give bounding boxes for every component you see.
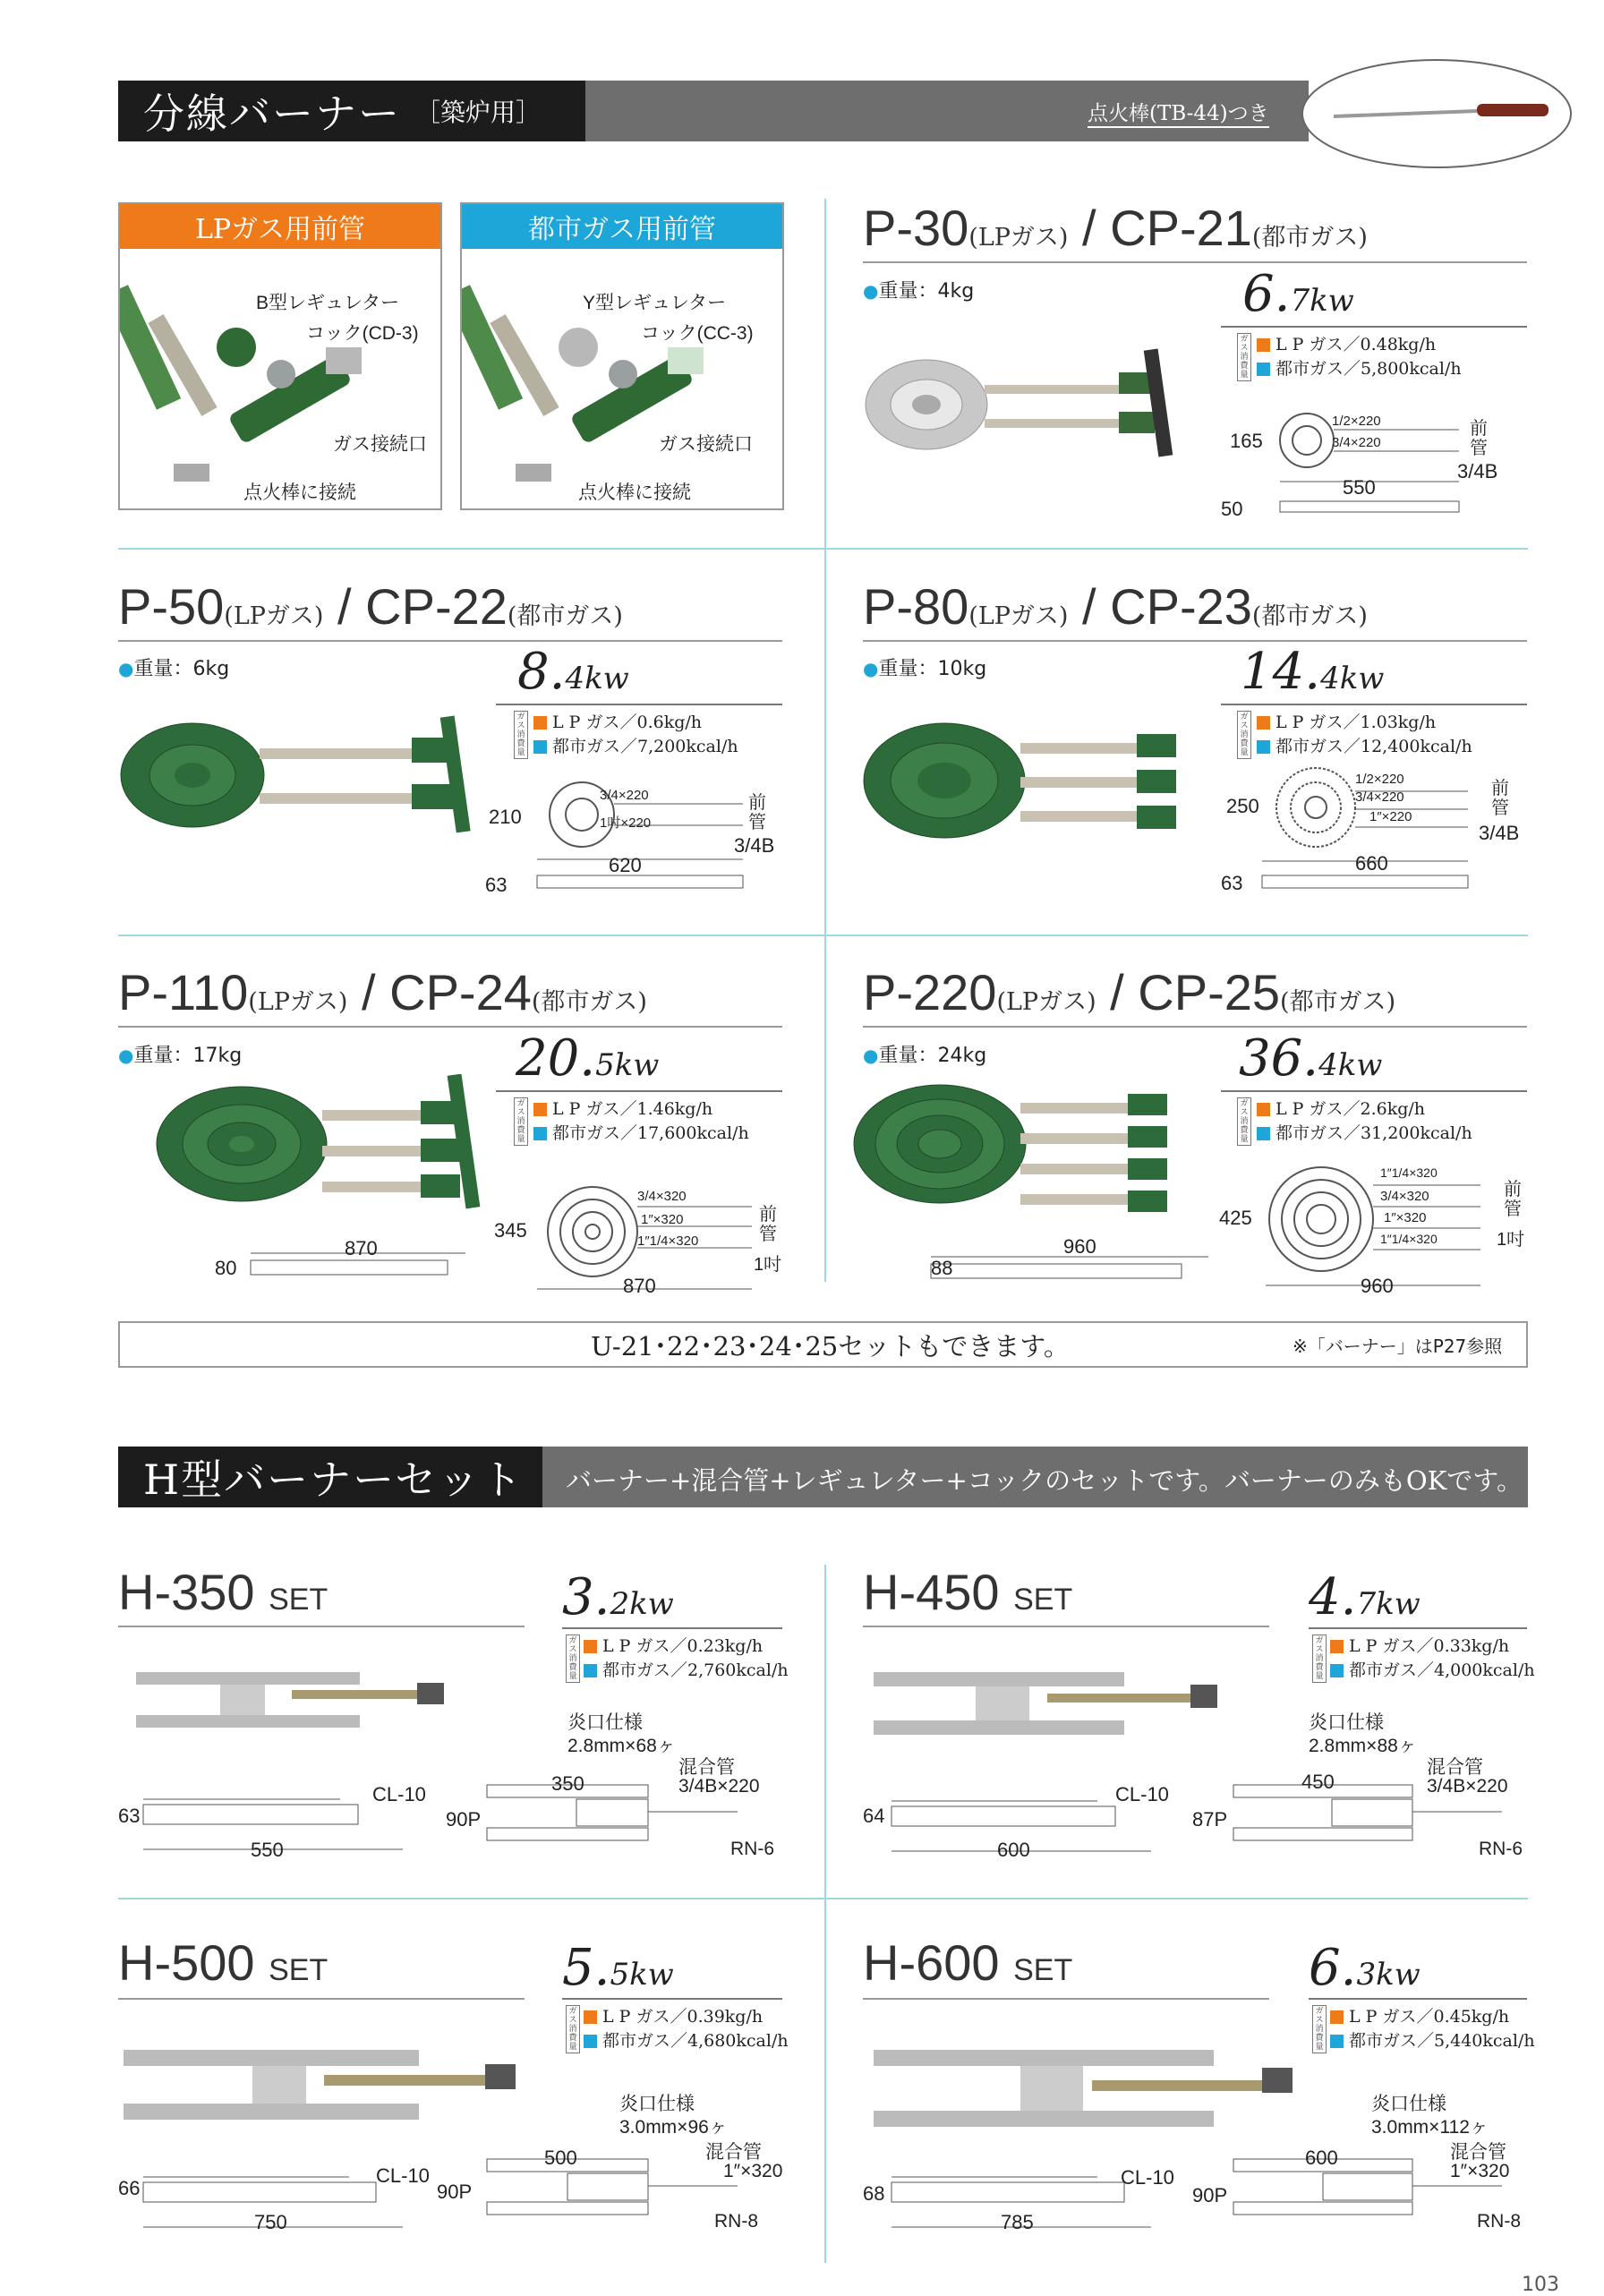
dim-height: 63 xyxy=(118,1805,141,1827)
city-tag: (都市ガス) xyxy=(1251,602,1368,630)
lp-tag: (LPガス) xyxy=(224,602,324,630)
gas-spec xyxy=(1330,1635,1535,1683)
dim-total: 750 xyxy=(254,2211,287,2233)
weight-label xyxy=(863,1040,986,1068)
cock-label: CL-10 xyxy=(1121,2166,1174,2189)
reference-note: ※「バーナー」はP27参照 xyxy=(1293,1336,1503,1357)
mix-spec: 1″×320 xyxy=(723,2161,783,2181)
h-burner-photo xyxy=(118,2041,548,2130)
lp-square-icon xyxy=(533,1103,547,1116)
gas-consumption-tag: ガス消費量 xyxy=(1237,333,1251,381)
weight-text: 重量 xyxy=(133,658,174,680)
kw-unit: 5kw xyxy=(610,1957,674,1993)
flame-spec: 2.8mm×68ヶ xyxy=(567,1736,676,1756)
divider-vertical-top xyxy=(824,199,826,1282)
city-square-icon xyxy=(1330,1664,1344,1677)
title-rule xyxy=(863,1998,1269,2000)
dim-pipe2: 3/4×320 xyxy=(1380,1189,1429,1204)
burner-title xyxy=(863,577,1368,636)
lp-square-icon xyxy=(584,2010,597,2024)
city-connect-label: 点火棒に接続 xyxy=(578,482,691,503)
mix-title: 混合管 xyxy=(1427,1757,1483,1778)
city-tag: (都市ガス) xyxy=(531,988,647,1016)
weight-text: 重量 xyxy=(878,1045,918,1067)
city-gas-inlet-label: ガス接続口 xyxy=(659,434,753,455)
dim-width: 550 xyxy=(1343,476,1376,499)
weight-text: 重量 xyxy=(878,658,918,680)
burner-title xyxy=(863,199,1368,257)
dim-length: 500 xyxy=(544,2147,577,2169)
city-cock-label: コック(CC-3) xyxy=(641,323,754,344)
weight-value: ：4kg xyxy=(917,280,975,303)
output-kw xyxy=(1239,1029,1382,1088)
lp-spec: L P ガス／0.33kg/h xyxy=(1349,1636,1510,1656)
flame-title: 炎口仕様 xyxy=(1309,1712,1384,1733)
kw-unit: 4kw xyxy=(1320,661,1385,696)
city-tag: (都市ガス) xyxy=(1280,988,1396,1016)
h-model: H-600 xyxy=(863,1934,1000,1991)
city-spec: 都市ガス／2,760kcal/h xyxy=(602,1660,789,1680)
gas-spec xyxy=(533,711,738,759)
section-description: バーナー+混合管+レギュレター+コックのセットです。バーナーのみもOKです。 xyxy=(566,1465,1523,1496)
lp-square-icon xyxy=(1257,1103,1270,1116)
gas-spec xyxy=(1257,1097,1472,1146)
divider-vertical-bottom xyxy=(824,1565,826,2263)
output-kw xyxy=(516,1029,659,1088)
dim-width: 620 xyxy=(609,854,642,876)
city-spec: 都市ガス／12,400kcal/h xyxy=(1276,737,1472,756)
output-kw xyxy=(1242,265,1354,323)
gas-spec xyxy=(584,1635,789,1683)
output-kw xyxy=(1309,1568,1421,1626)
kw-rule xyxy=(496,704,782,705)
burner-title xyxy=(118,577,623,636)
lp-square-icon xyxy=(533,716,547,730)
section-header-dark xyxy=(118,1447,542,1507)
title-rule xyxy=(863,1626,1269,1627)
rn-label: RN-8 xyxy=(1477,2211,1522,2232)
lp-gas-inlet-label: ガス接続口 xyxy=(333,434,427,455)
gas-consumption-tag: ガス消費量 xyxy=(514,1097,528,1146)
dim-pipe1: 3/4×220 xyxy=(600,788,649,803)
section-header-dark xyxy=(118,81,585,141)
rn-label: RN-8 xyxy=(714,2211,759,2232)
dim-side-width: 870 xyxy=(345,1237,378,1259)
h-model: H-450 xyxy=(863,1564,1000,1620)
section-subtitle: ［築炉用］ xyxy=(415,98,542,127)
dim-fitting: 3/4B xyxy=(734,834,775,857)
lp-regulator-label: B型レギュレター xyxy=(256,293,400,313)
burner-photo xyxy=(850,1074,1217,1235)
kw-rule xyxy=(562,1998,782,2000)
lp-spec: L P ガス／0.39kg/h xyxy=(602,2007,764,2027)
weight-label xyxy=(118,653,229,681)
section-title: H型バーナーセット xyxy=(143,1455,525,1504)
p-label: 90P xyxy=(437,2181,473,2203)
weight-label xyxy=(118,1040,242,1068)
lp-spec: L P ガス／2.6kg/h xyxy=(1276,1099,1426,1119)
gas-consumption-tag: ガス消費量 xyxy=(514,711,528,759)
h-set-label: SET xyxy=(269,1583,328,1617)
gas-spec xyxy=(1330,2005,1535,2053)
city-regulator-label: Y型レギュレター xyxy=(583,293,727,313)
kw-number: 6. xyxy=(1309,1939,1357,1997)
dim-front: 前管 xyxy=(1491,779,1509,818)
dim-height: 425 xyxy=(1219,1207,1252,1229)
city-front-pipe-title: 都市ガス用前管 xyxy=(462,204,782,249)
kw-unit: 5kw xyxy=(595,1047,660,1083)
lp-cock-label: コック(CD-3) xyxy=(306,323,419,344)
city-spec: 都市ガス／4,680kcal/h xyxy=(602,2031,789,2051)
gas-spec xyxy=(1257,711,1472,759)
dim-length: 450 xyxy=(1301,1771,1335,1793)
lp-tag: (LPガス) xyxy=(248,988,348,1016)
city-front-pipe-box xyxy=(460,202,784,510)
kw-rule xyxy=(1221,326,1527,328)
city-square-icon xyxy=(533,740,547,754)
burner-photo xyxy=(116,707,492,859)
flame-title: 炎口仕様 xyxy=(567,1712,643,1733)
city-spec: 都市ガス／5,800kcal/h xyxy=(1276,359,1462,379)
kw-number: 3. xyxy=(562,1568,610,1626)
lp-square-icon xyxy=(1330,2010,1344,2024)
dim-length: 350 xyxy=(551,1772,584,1795)
weight-value: ：10kg xyxy=(917,658,987,680)
u-set-note: U-21･22･23･24･25セットもできます。 xyxy=(591,1331,1070,1361)
h-burner-photo xyxy=(868,1665,1262,1745)
dim-height: 64 xyxy=(863,1805,885,1827)
weight-value: ：6kg xyxy=(173,658,230,680)
dim-base: 63 xyxy=(485,874,508,896)
ignition-rod-illustration xyxy=(1298,55,1575,172)
kw-rule xyxy=(1309,1998,1527,2000)
divider-horizontal-2 xyxy=(118,935,1528,936)
output-kw xyxy=(562,1568,674,1626)
gas-consumption-tag: ガス消費量 xyxy=(1312,2005,1327,2053)
flame-spec: 3.0mm×112ヶ xyxy=(1371,2117,1489,2138)
city-tag: (都市ガス) xyxy=(1251,224,1368,252)
city-model: CP-25 xyxy=(1138,964,1281,1020)
gas-spec xyxy=(584,2005,789,2053)
output-kw xyxy=(1241,643,1384,701)
burner-photo xyxy=(859,340,1199,483)
dim-front: 前管 xyxy=(1470,419,1488,458)
output-kw xyxy=(1309,1939,1421,1997)
ignition-note: 点火棒(TB-44)つき xyxy=(1088,97,1269,128)
dim-front: 前管 xyxy=(1504,1180,1522,1219)
kw-number: 20. xyxy=(516,1029,596,1088)
model-separator: / xyxy=(1082,578,1096,635)
dim-total: 550 xyxy=(251,1839,284,1861)
city-spec: 都市ガス／7,200kcal/h xyxy=(552,737,738,756)
title-rule xyxy=(118,1626,525,1627)
h-set-title xyxy=(118,1563,328,1621)
h-set-title xyxy=(863,1563,1072,1621)
gas-consumption-tag: ガス消費量 xyxy=(1237,1097,1251,1146)
dim-pipe3: 1″1/4×320 xyxy=(637,1233,699,1249)
h-set-label: SET xyxy=(1013,1583,1073,1617)
lp-model: P-30 xyxy=(863,200,969,256)
dim-height: 165 xyxy=(1230,430,1263,452)
weight-value: ：17kg xyxy=(173,1045,243,1067)
p-label: 90P xyxy=(446,1808,482,1831)
city-square-icon xyxy=(1330,2035,1344,2048)
page-number: 103 xyxy=(1522,2274,1559,2296)
burner-title xyxy=(863,963,1395,1021)
cock-label: CL-10 xyxy=(372,1783,426,1805)
cock-label: CL-10 xyxy=(376,2164,430,2187)
lp-square-icon xyxy=(584,1640,597,1653)
lp-square-icon xyxy=(1330,1640,1344,1653)
lp-tag: (LPガス) xyxy=(996,988,1096,1016)
dim-width: 960 xyxy=(1361,1275,1394,1297)
lp-model: P-80 xyxy=(863,578,969,635)
city-square-icon xyxy=(1257,740,1270,754)
lp-spec: L P ガス／0.45kg/h xyxy=(1349,2007,1510,2027)
burner-photo xyxy=(859,707,1217,868)
dim-fitting: 1吋 xyxy=(754,1255,782,1275)
city-square-icon xyxy=(584,2035,597,2048)
kw-unit: 4kw xyxy=(1318,1047,1383,1083)
lp-spec: L P ガス／0.48kg/h xyxy=(1276,335,1437,354)
kw-number: 14. xyxy=(1241,643,1321,701)
city-square-icon xyxy=(1257,1127,1270,1140)
city-spec: 都市ガス／4,000kcal/h xyxy=(1349,1660,1535,1680)
lp-model: P-50 xyxy=(118,578,225,635)
bullet-icon: ● xyxy=(118,1045,134,1066)
dim-length: 600 xyxy=(1305,2147,1338,2169)
mix-spec: 3/4B×220 xyxy=(678,1776,760,1797)
dim-pipe2: 1吋×220 xyxy=(600,815,652,831)
weight-text: 重量 xyxy=(878,280,918,303)
bullet-icon: ● xyxy=(863,658,879,679)
dim-pipe2: 3/4×220 xyxy=(1332,435,1381,450)
dim-pipe1: 1/2×220 xyxy=(1332,414,1381,429)
lp-spec: L P ガス／0.23kg/h xyxy=(602,1636,764,1656)
dim-pipe1: 1/2×220 xyxy=(1355,772,1404,787)
lp-spec: L P ガス／0.6kg/h xyxy=(552,713,703,732)
title-rule xyxy=(863,1026,1527,1028)
h-set-title xyxy=(118,1933,328,1992)
dim-pipe2: 1″×320 xyxy=(641,1212,684,1227)
kw-rule xyxy=(1221,1090,1527,1092)
city-model: CP-24 xyxy=(389,964,532,1020)
kw-number: 36. xyxy=(1239,1029,1319,1088)
dim-pipe3: 1″×320 xyxy=(1384,1210,1427,1225)
kw-number: 4. xyxy=(1309,1568,1357,1626)
lp-tag: (LPガス) xyxy=(968,224,1069,252)
kw-unit: 7kw xyxy=(1290,283,1354,319)
dim-height: 210 xyxy=(489,806,522,828)
lp-square-icon xyxy=(1257,716,1270,730)
kw-rule xyxy=(1221,704,1527,705)
flame-title: 炎口仕様 xyxy=(1371,2094,1446,2114)
h-set-title xyxy=(863,1933,1072,1992)
lp-square-icon xyxy=(1257,338,1270,352)
city-square-icon xyxy=(533,1127,547,1140)
lp-tag: (LPガス) xyxy=(968,602,1069,630)
city-spec: 都市ガス／17,600kcal/h xyxy=(552,1123,749,1143)
mix-title: 混合管 xyxy=(678,1757,735,1778)
lp-spec: L P ガス／1.03kg/h xyxy=(1276,713,1437,732)
p-label: 87P xyxy=(1192,1808,1228,1831)
mix-spec: 1″×320 xyxy=(1450,2161,1510,2181)
output-kw xyxy=(517,643,629,701)
kw-unit: 2kw xyxy=(610,1586,674,1622)
kw-rule xyxy=(562,1627,782,1629)
flame-title: 炎口仕様 xyxy=(619,2094,695,2114)
dim-height: 68 xyxy=(863,2182,885,2205)
dim-front: 前管 xyxy=(759,1205,777,1244)
rn-label: RN-6 xyxy=(1479,1839,1523,1859)
dim-pipe3: 1″×220 xyxy=(1369,809,1412,824)
dim-fitting: 1吋 xyxy=(1497,1230,1525,1250)
flame-spec: 2.8mm×88ヶ xyxy=(1309,1736,1417,1756)
mix-title: 混合管 xyxy=(705,2142,762,2163)
bullet-icon: ● xyxy=(863,280,879,302)
lp-spec: L P ガス／1.46kg/h xyxy=(552,1099,713,1119)
kw-number: 5. xyxy=(562,1939,610,1997)
lp-front-pipe-title: LPガス用前管 xyxy=(120,204,440,249)
section-title: 分線バーナー xyxy=(143,90,401,138)
dim-total: 785 xyxy=(1001,2211,1034,2233)
kw-unit: 4kw xyxy=(565,661,629,696)
title-rule xyxy=(863,640,1527,642)
title-rule xyxy=(118,1026,782,1028)
divider-horizontal-3 xyxy=(118,1898,1528,1899)
model-separator: / xyxy=(1110,964,1124,1020)
city-spec: 都市ガス／5,440kcal/h xyxy=(1349,2031,1535,2051)
weight-label xyxy=(863,653,986,681)
p-label: 90P xyxy=(1192,2184,1228,2206)
h-burner-photo xyxy=(868,2041,1316,2139)
h-burner-photo xyxy=(131,1665,489,1737)
title-rule xyxy=(118,640,782,642)
flame-spec: 3.0mm×96ヶ xyxy=(619,2117,728,2138)
kw-number: 6. xyxy=(1242,265,1291,323)
dim-width: 870 xyxy=(623,1275,656,1297)
dim-fitting: 3/4B xyxy=(1479,822,1520,844)
gas-consumption-tag: ガス消費量 xyxy=(566,2005,580,2053)
burner-title xyxy=(118,963,647,1021)
mix-title: 混合管 xyxy=(1450,2142,1506,2163)
dim-base: 50 xyxy=(1221,498,1243,520)
gas-spec xyxy=(1257,333,1462,381)
city-model: CP-23 xyxy=(1110,578,1252,635)
cock-label: CL-10 xyxy=(1115,1783,1169,1805)
kw-number: 8. xyxy=(517,643,566,701)
lp-connect-label: 点火棒に接続 xyxy=(243,482,356,503)
gas-consumption-tag: ガス消費量 xyxy=(1312,1635,1327,1683)
weight-label xyxy=(863,276,974,303)
bullet-icon: ● xyxy=(863,1045,879,1066)
output-kw xyxy=(562,1939,674,1997)
dim-front: 前管 xyxy=(748,793,766,832)
title-rule xyxy=(863,261,1527,263)
dim-base: 63 xyxy=(1221,872,1243,894)
city-tag: (都市ガス) xyxy=(507,602,623,630)
rn-label: RN-6 xyxy=(730,1839,775,1859)
lp-model: P-220 xyxy=(863,964,997,1020)
kw-unit: 3kw xyxy=(1356,1957,1421,1993)
lp-model: P-110 xyxy=(118,964,249,1020)
dim-height: 250 xyxy=(1226,795,1259,817)
lp-front-pipe-box xyxy=(118,202,442,510)
h-model: H-500 xyxy=(118,1934,255,1991)
gas-consumption-tag: ガス消費量 xyxy=(1237,711,1251,759)
city-model: CP-21 xyxy=(1110,200,1252,256)
dim-pipe4: 1″1/4×320 xyxy=(1380,1232,1438,1246)
city-square-icon xyxy=(584,1664,597,1677)
dim-height: 66 xyxy=(118,2177,141,2199)
dim-pipe1: 1″1/4×320 xyxy=(1380,1165,1438,1180)
model-separator: / xyxy=(362,964,376,1020)
city-spec: 都市ガス／31,200kcal/h xyxy=(1276,1123,1472,1143)
dim-base: 88 xyxy=(931,1257,953,1279)
weight-value: ：24kg xyxy=(917,1045,987,1067)
weight-text: 重量 xyxy=(133,1045,174,1067)
dim-pipe2: 3/4×220 xyxy=(1355,790,1404,805)
dim-fitting: 3/4B xyxy=(1457,460,1498,482)
dim-width: 660 xyxy=(1355,852,1388,875)
bullet-icon: ● xyxy=(118,658,134,679)
model-separator: / xyxy=(1082,200,1096,256)
kw-unit: 7kw xyxy=(1356,1586,1421,1622)
kw-rule xyxy=(1309,1627,1527,1629)
h-model: H-350 xyxy=(118,1564,255,1620)
burner-photo xyxy=(152,1074,501,1235)
mix-spec: 3/4B×220 xyxy=(1427,1776,1508,1797)
title-rule xyxy=(118,1998,525,2000)
kw-rule xyxy=(496,1090,782,1092)
h-set-label: SET xyxy=(269,1953,328,1987)
dim-base: 80 xyxy=(215,1257,237,1279)
gas-consumption-tag: ガス消費量 xyxy=(566,1635,580,1683)
dim-total: 600 xyxy=(997,1839,1030,1861)
model-separator: / xyxy=(337,578,352,635)
h-set-label: SET xyxy=(1013,1953,1073,1987)
city-model: CP-22 xyxy=(365,578,508,635)
city-square-icon xyxy=(1257,363,1270,376)
dim-pipe1: 3/4×320 xyxy=(637,1189,687,1204)
divider-horizontal-1 xyxy=(118,548,1528,550)
dim-height: 345 xyxy=(494,1219,527,1242)
gas-spec xyxy=(533,1097,749,1146)
dim-side-width: 960 xyxy=(1063,1235,1096,1258)
